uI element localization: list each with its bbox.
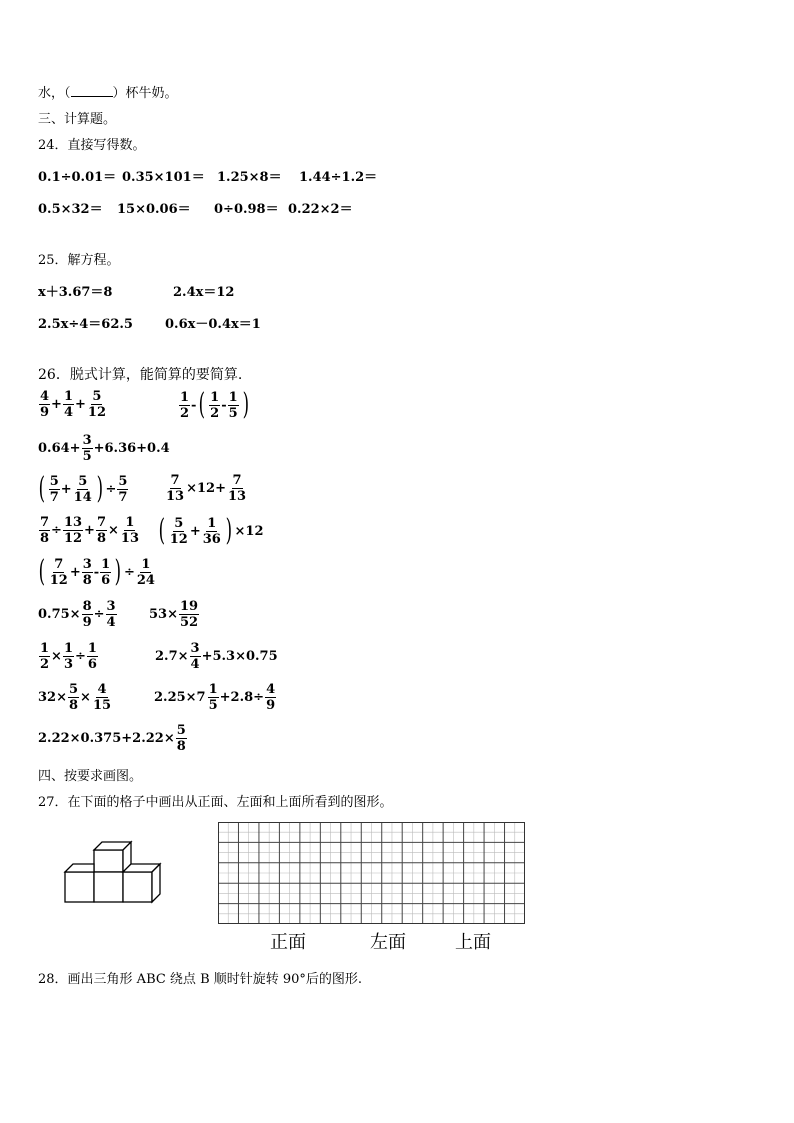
fraction: $\frac{1}{6}$ bbox=[87, 641, 97, 672]
q24-item: 1.25×8＝ bbox=[217, 170, 282, 185]
top-view-label: 上面 bbox=[455, 932, 491, 953]
q26-title: 26．脱式计算，能简算的要简算. bbox=[38, 367, 243, 383]
fraction: $\frac{5}{12}$ bbox=[87, 389, 106, 420]
q26-expr-1: $\frac{4}{9}$ + $\frac{1}{4}$ + $\frac{5}{12}$ bbox=[40, 389, 106, 420]
fraction: $\frac{3}{4}$ bbox=[190, 641, 200, 672]
answer-blank[interactable] bbox=[71, 84, 113, 97]
fraction: $\frac{1}{3}$ bbox=[63, 641, 73, 672]
q24-item: 0.35×101＝ bbox=[122, 170, 205, 185]
fraction: $\frac{1}{4}$ bbox=[63, 389, 73, 420]
fraction: $\frac{8}{9}$ bbox=[82, 599, 92, 630]
q26-expr-4: ( $\frac{5}{7}$ + $\frac{5}{14}$ ) ÷ $\frac{5}{7}$ bbox=[38, 471, 128, 506]
fraction: $\frac{5}{14}$ bbox=[73, 473, 92, 505]
cube-front-face bbox=[94, 872, 123, 902]
q26-expr-13: 32× $\frac{5}{8}$ × $\frac{4}{15}$ bbox=[38, 682, 112, 713]
q24-item: 1.44÷1.2＝ bbox=[299, 170, 378, 185]
section-4-heading: 四、按要求画图。 bbox=[38, 769, 143, 784]
q24-item: 0.5×32＝ bbox=[38, 202, 103, 217]
fraction: $\frac{1}{5}$ bbox=[228, 389, 238, 421]
fraction: $\frac{19}{52}$ bbox=[179, 599, 199, 630]
fraction: $\frac{7}{13}$ bbox=[166, 473, 185, 504]
fraction: $\frac{1}{24}$ bbox=[136, 556, 155, 588]
fraction: $\frac{7}{8}$ bbox=[40, 515, 50, 546]
q27-title: 27．在下面的格子中画出从正面、左面和上面所看到的图形。 bbox=[38, 795, 393, 810]
section-3-heading: 三、计算题。 bbox=[38, 112, 117, 127]
fraction: $\frac{5}{7}$ bbox=[49, 473, 59, 505]
fraction: $\frac{1}{2}$ bbox=[180, 389, 190, 421]
q25-title: 25．解方程。 bbox=[38, 253, 120, 268]
left-view-label: 左面 bbox=[370, 932, 406, 953]
q26-expr-9: 0.75× $\frac{8}{9}$ ÷ $\frac{3}{4}$ bbox=[38, 599, 116, 630]
fraction: $\frac{1}{13}$ bbox=[120, 515, 139, 546]
fraction: $\frac{1}{2}$ bbox=[210, 389, 220, 421]
fraction: $\frac{7}{12}$ bbox=[49, 556, 68, 588]
fraction: $\frac{4}{9}$ bbox=[40, 389, 50, 420]
cube-front-face bbox=[65, 872, 94, 902]
q24-item: 15×0.06＝ bbox=[117, 202, 191, 217]
fraction: $\frac{7}{8}$ bbox=[96, 515, 106, 546]
fraction: $\frac{3}{5}$ bbox=[82, 433, 92, 464]
cube-top-face bbox=[65, 864, 94, 872]
cube-front-face bbox=[123, 872, 152, 902]
q26-expr-10: 53× $\frac{19}{52}$ bbox=[149, 599, 199, 630]
q26-expr-12: 2.7× $\frac{3}{4}$ +5.3×0.75 bbox=[155, 641, 278, 672]
fraction: $\frac{5}{8}$ bbox=[68, 682, 79, 713]
q24-item: 0÷0.98＝ bbox=[214, 202, 279, 217]
fraction: $\frac{1}{36}$ bbox=[202, 515, 221, 547]
q24-title: 24．直接写得数。 bbox=[38, 138, 146, 153]
q26-expr-7: ( $\frac{5}{12}$ + $\frac{1}{36}$ ) ×12 bbox=[158, 513, 264, 548]
fraction: $\frac{5}{8}$ bbox=[176, 723, 186, 754]
q26-expr-5: $\frac{7}{13}$ ×12+ $\frac{7}{13}$ bbox=[166, 473, 247, 504]
q24-item: 0.1÷0.01＝ bbox=[38, 170, 117, 185]
cube-stack-figure bbox=[60, 838, 170, 908]
fraction: $\frac{5}{7}$ bbox=[118, 473, 128, 505]
q26-expr-14: 2.25×7 $\frac{1}{5}$ +2.8÷ $\frac{4}{9}$ bbox=[154, 682, 276, 713]
fraction: $\frac{5}{12}$ bbox=[169, 515, 188, 547]
cube-front-face bbox=[94, 850, 123, 872]
q25-equation: 2.5x÷4＝62.5 bbox=[38, 317, 133, 332]
q25-equation: x＋3.67＝8 bbox=[38, 285, 113, 300]
top-line: 水，（ ）杯牛奶。 bbox=[38, 86, 178, 101]
fraction: $\frac{4}{15}$ bbox=[92, 682, 112, 713]
fraction: $\frac{1}{6}$ bbox=[101, 556, 111, 588]
q26-expr-11: $\frac{1}{2}$ × $\frac{1}{3}$ ÷ $\frac{1}{6}$ bbox=[40, 641, 97, 672]
q24-item: 0.22×2＝ bbox=[288, 202, 353, 217]
q25-equation: 2.4x＝12 bbox=[173, 285, 235, 300]
fraction: $\frac{4}{9}$ bbox=[266, 682, 276, 713]
q26-expr-15: 2.22×0.375+2.22× $\frac{5}{8}$ bbox=[38, 723, 186, 754]
q26-expr-8: ( $\frac{7}{12}$ + $\frac{3}{8}$ - $\frac{1}{6}$ ) ÷ $\frac{1}{24}$ bbox=[38, 554, 155, 589]
fraction: $\frac{7}{13}$ bbox=[227, 473, 247, 504]
q28-title: 28．画出三角形 ABC 绕点 B 顺时针旋转 90°后的图形. bbox=[38, 972, 363, 987]
fraction: $\frac{1}{2}$ bbox=[40, 641, 50, 672]
q26-expr-2: $\frac{1}{2}$ - ( $\frac{1}{2}$ - $\frac{1}{5}$ ) bbox=[180, 387, 249, 422]
q26-expr-3: 0.64+ $\frac{3}{5}$ +6.36+0.4 bbox=[38, 433, 170, 464]
fraction: $\frac{1}{5}$ bbox=[208, 682, 218, 713]
fraction: $\frac{3}{8}$ bbox=[82, 556, 92, 588]
q25-equation: 0.6x－0.4x＝1 bbox=[165, 317, 261, 332]
fraction: $\frac{13}{12}$ bbox=[63, 515, 83, 546]
front-view-label: 正面 bbox=[270, 932, 306, 953]
fraction: $\frac{3}{4}$ bbox=[106, 599, 116, 630]
q26-expr-6: $\frac{7}{8}$ ÷ $\frac{13}{12}$ + $\frac{7}{8}$ × $\frac{1}{13}$ bbox=[40, 515, 139, 546]
drawing-grid[interactable] bbox=[218, 822, 526, 925]
